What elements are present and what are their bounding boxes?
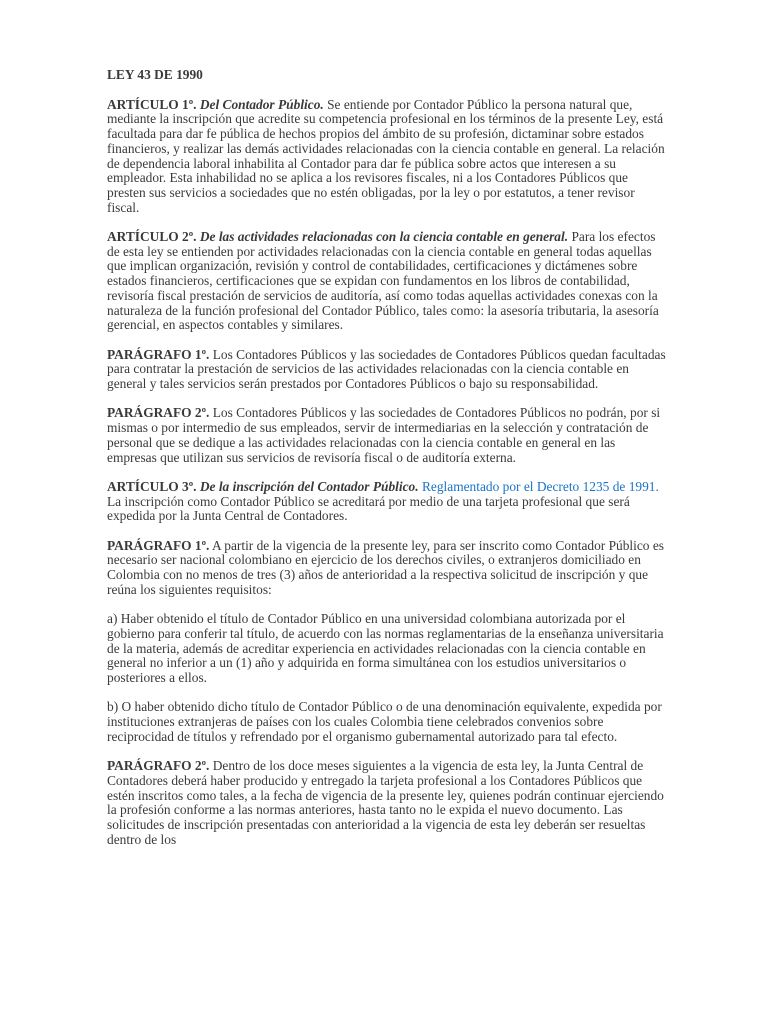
paragraph-text: Los Contadores Públicos y las sociedades de Contadores Públicos no podrán, por si mismas o por intermedio de sus empleados, servir de intermediarias en la selección y contratación de personal que se dedique a las actividades relacionadas con la ciencia contable en general en las empresas que utilizan sus servicios de revisoría fiscal o de auditoría externa.: [107, 405, 661, 465]
paragraph-1-article-2: [107, 348, 667, 392]
article-subtitle: Del Contador Público.: [199, 96, 324, 112]
requirement-a: [107, 612, 667, 686]
article-text: Se entiende por Contador Público la persona natural que, mediante la inscripción que acredite su competencia profesional en los términos de la presente Ley, está facultada para dar fe pública de hechos propios del ámbito de su profesión, dictaminar sobre estados financieros, y realizar las demás actividades relacionadas con la ciencia contable en general. La relación de dependencia laboral inhabilita al Contador para dar fe pública sobre actos que interesen a su empleador. Esta inhabilidad no se aplica a los revisores fiscales, ni a los Contadores Públicos que presten sus servicios a sociedades que no estén obligadas, por la ley o por estatutos, a tener revisor fiscal.: [107, 96, 665, 215]
article-text: La inscripción como Contador Público se acreditará por medio de una tarjeta profesional que será expedida por la Junta Central de Contadores.: [107, 493, 630, 524]
article-subtitle: De la inscripción del Contador Público.: [199, 478, 419, 494]
article-heading: ARTÍCULO 1º.: [107, 96, 197, 112]
article-text: Para los efectos de esta ley se entienden por actividades relacionadas con la ciencia contable en general todas aquellas que implican organización, revisión y control de contabilidades, certificaciones y dictámenes sobre estados financieros, certificaciones que se expidan con fundamentos en los libros de contabilidad, revisoría fiscal prestación de servicios de auditoría, así como todas aquellas actividades conexas con la naturaleza de la función profesional del Contador Público, tales como: la asesoría tributaria, la asesoría gerencial, en aspectos contables y similares.: [107, 229, 659, 333]
paragraph-heading: PARÁGRAFO 1º.: [107, 346, 210, 362]
paragraph-heading: PARÁGRAFO 2º.: [107, 758, 210, 774]
article-heading: ARTÍCULO 3º.: [107, 478, 197, 494]
document-body: [107, 68, 667, 862]
article-3: [107, 480, 667, 524]
paragraph-text: A partir de la vigencia de la presente ley, para ser inscrito como Contador Público es necesario ser nacional colombiano en ejercicio de los derechos civiles, o extranjeros domiciliado en Colombia con no menos de tres (3) años de anterioridad a la respectiva solicitud de inscripción y que reúna los siguientes requisitos:: [107, 537, 664, 597]
article-1: [107, 98, 667, 216]
requirement-text: a) Haber obtenido el título de Contador Público en una universidad colombiana autorizada por el gobierno para conferir tal título, de acuerdo con las normas reglamentarias de la enseñanza universitaria de la materia, además de acreditar experiencia en actividades relacionadas con la ciencia contable en general no inferior a un (1) año y adquirida en forma simultánea con los estudios universitarios o posteriores a ellos.: [107, 611, 664, 686]
paragraph-text: Los Contadores Públicos y las sociedades de Contadores Públicos quedan facultadas para contratar la prestación de servicios de las actividades relacionadas con la ciencia contable en general y tales servicios serán prestados por Contadores Públicos o bajo su responsabilidad.: [107, 346, 666, 392]
requirement-text: b) O haber obtenido dicho título de Contador Público o de una denominación equivalente, expedida por instituciones extranjeras de países con los cuales Colombia tiene celebrados convenios sobre reciprocidad de títulos y refrendado por el organismo gubernamental autorizado para tal efecto.: [107, 699, 662, 744]
paragraph-heading: PARÁGRAFO 2º.: [107, 405, 210, 421]
paragraph-2-article-3: [107, 759, 667, 847]
document-title: LEY 43 DE 1990: [107, 67, 203, 82]
requirement-b: [107, 700, 667, 744]
paragraph-2-article-2: [107, 406, 667, 465]
article-heading: ARTÍCULO 2º.: [107, 229, 197, 245]
article-2: [107, 230, 667, 333]
paragraph-1-article-3: [107, 539, 667, 598]
decree-link[interactable]: Reglamentado por el Decreto 1235 de 1991.: [421, 478, 659, 494]
article-subtitle: De las actividades relacionadas con la ciencia contable en general.: [199, 229, 569, 245]
paragraph-heading: PARÁGRAFO 1º.: [107, 537, 210, 553]
paragraph-text: Dentro de los doce meses siguientes a la vigencia de esta ley, la Junta Central de Contadores deberá haber producido y entregado la tarjeta profesional a los Contadores Públicos que estén inscritos como tales, a la fecha de vigencia de la presente ley, quienes podrán continuar ejerciendo la profesión conforme a las normas anteriores, hasta tanto no le expida el nuevo documento. Las solicitudes de inscripción presentadas con anterioridad a la vigencia de esta ley deberán ser resueltas dentro de los: [107, 758, 664, 847]
